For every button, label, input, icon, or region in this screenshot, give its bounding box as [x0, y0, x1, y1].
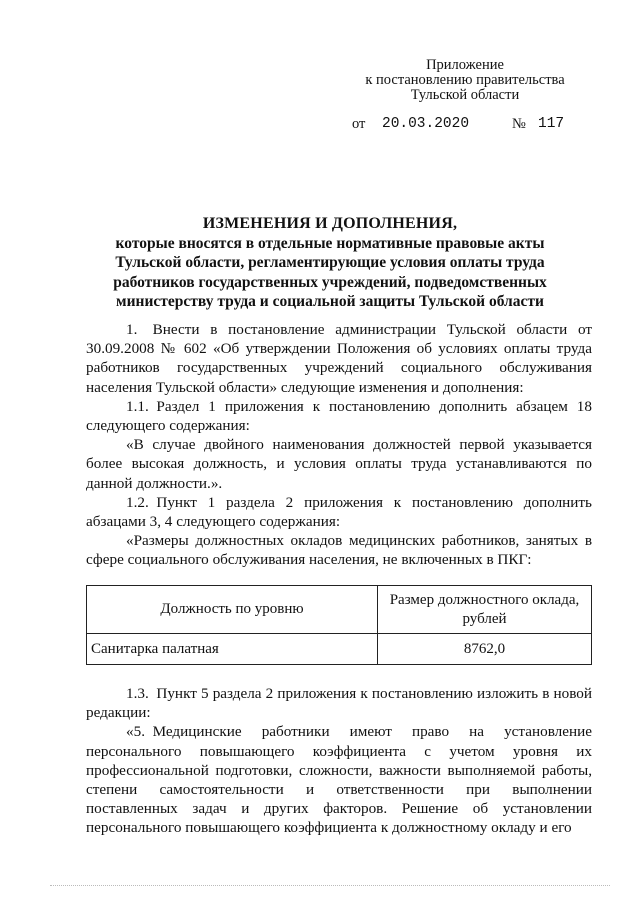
paragraph-1-2-quote: «Размеры должностных окладов медицинских работников, занятых в сфере социального обслуживания населения, не включенных в ПКГ:	[86, 532, 592, 569]
appendix-line-1: Приложение	[426, 57, 504, 73]
title-line-4: работников государственных учреждений, подведомственных	[113, 273, 547, 291]
title-line-5: министерству труда и социальной защиты Тульской области	[116, 293, 544, 310]
table-header-row	[87, 586, 592, 634]
title-main: ИЗМЕНЕНИЯ И ДОПОЛНЕНИЯ,	[202, 215, 458, 232]
paragraph-1-3-quote: «5. Медицинские работники имеют право на установление персонального повышающего коэффициента с учетом уровня их профессиональной подготовки, сложности, важности выполняемой работы, степени самостоятельности и ответственности при выполнении поставленных задач и других факторов. Решение об установлении персонального повышающего коэффициента к должностному окладу и его	[86, 723, 592, 837]
table-header-position: Должность по уровню	[87, 586, 378, 634]
decree-date: 20.03.2020	[382, 116, 470, 132]
document-title	[70, 214, 590, 312]
title-line-2: которые вносятся в отдельные нормативные правовые акты	[115, 234, 545, 252]
body-section-2	[86, 684, 592, 838]
decree-number: 117	[538, 116, 565, 132]
paragraph-1-2: 1.2. Пункт 1 раздела 2 приложения к постановлению дополнить абзацами 3, 4 следующего содержания:	[86, 493, 592, 531]
title-line-3: Тульской области, регламентирующие условия оплаты труда	[115, 254, 545, 271]
salary-table	[86, 585, 592, 665]
paragraph-1-1-quote: «В случае двойного наименования должностей первой указывается более высокая должность, и условия оплаты труда устанавливаются по данной должности.».	[86, 436, 592, 492]
table-cell-salary: 8762,0	[378, 634, 592, 665]
table-cell-position: Санитарка палатная	[87, 634, 378, 665]
paragraph-1-1: 1.1. Раздел 1 приложения к постановлению дополнить абзацем 18 следующего содержания:	[86, 397, 592, 435]
paragraph-1: 1. Внести в постановление администрации Тульской области от 30.09.2008 № 602 «Об утверждении Положения об условиях оплаты труда работников государственных учреждений социального обслуживания населения Тульской области» следующие изменения и дополнения:	[86, 321, 592, 396]
number-sign: №	[512, 116, 526, 132]
body-section-1	[86, 320, 592, 570]
table-row	[87, 634, 592, 665]
appendix-line-3: Тульской области	[410, 87, 520, 103]
scan-artifact-line	[50, 885, 610, 890]
appendix-header	[340, 58, 590, 103]
appendix-line-2: к постановлению правительства	[365, 72, 565, 88]
table-header-salary: Размер должностного оклада, рублей	[378, 586, 592, 634]
paragraph-1-3: 1.3. Пункт 5 раздела 2 приложения к постановлению изложить в новой редакции:	[86, 685, 592, 722]
from-label: от	[352, 116, 366, 132]
